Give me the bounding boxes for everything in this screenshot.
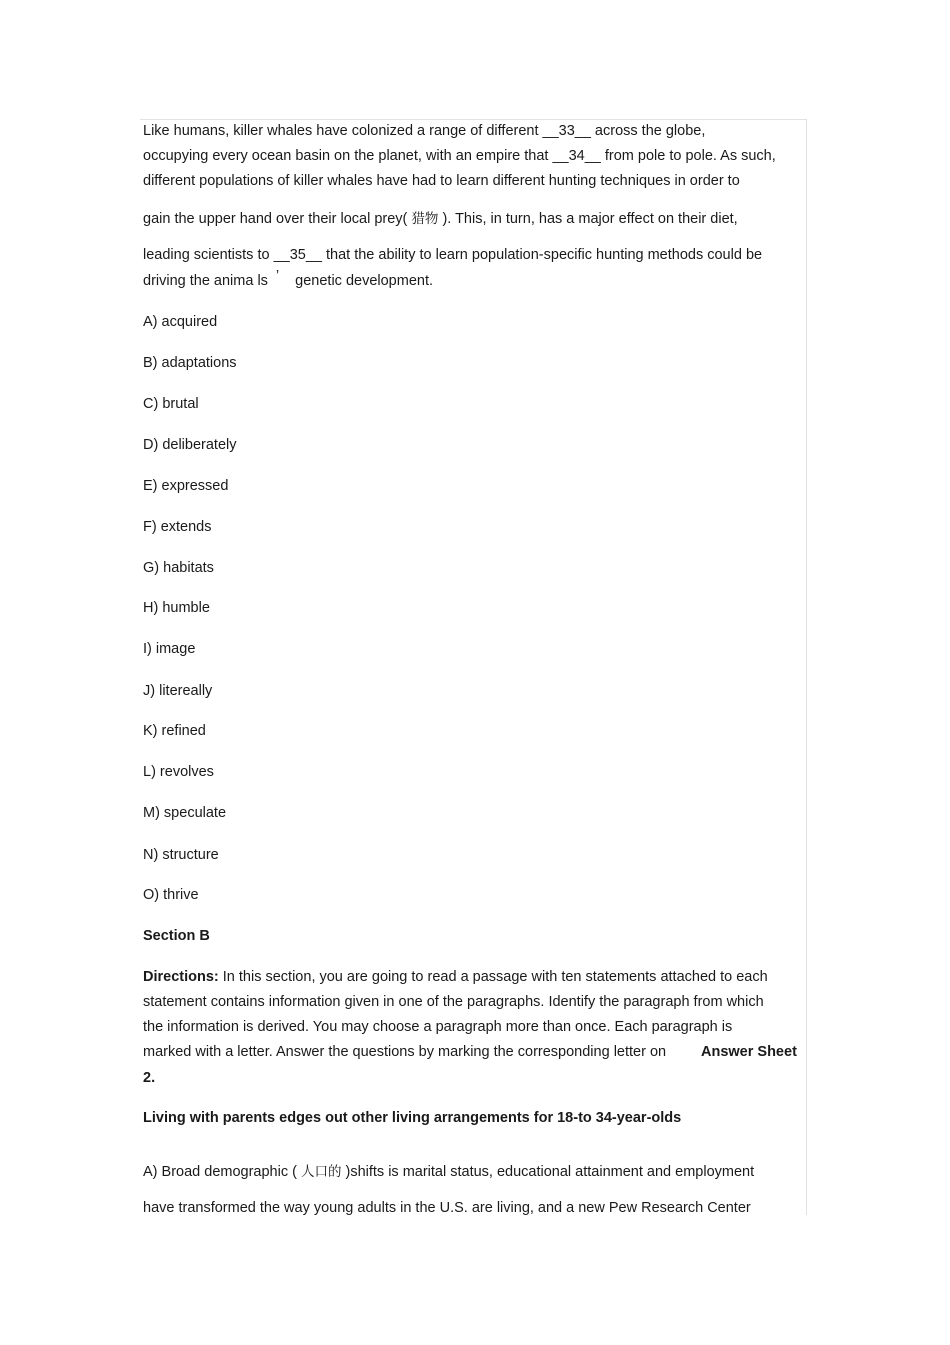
- section-heading: Section B: [143, 928, 210, 944]
- passage-text: gain the upper hand over their local prey(: [143, 211, 408, 227]
- chinese-gloss: 猎物: [411, 211, 439, 227]
- passage-line: occupying every ocean basin on the planet, with an empire that __34__ from pole to pole. As such,: [143, 148, 776, 164]
- apostrophe-mark: ’: [275, 268, 280, 284]
- passage-text: driving the anima ls: [143, 273, 268, 289]
- option-item: F) extends: [143, 519, 212, 535]
- article-title: Living with parents edges out other living arrangements for 18-to 34-year-olds: [143, 1110, 682, 1126]
- option-item: I) image: [143, 641, 196, 657]
- passage-line: [143, 268, 433, 290]
- option-item: O) thrive: [143, 887, 199, 903]
- directions-line: the information is derived. You may choose a paragraph more than once. Each paragraph is: [143, 1019, 733, 1035]
- option-item: G) habitats: [143, 560, 214, 576]
- option-item: D) deliberately: [143, 437, 237, 453]
- answer-sheet-number: 2.: [143, 1070, 156, 1086]
- directions-text: In this section, you are going to read a passage with ten statements attached to each: [222, 969, 768, 985]
- article-text: A) Broad demographic (: [143, 1164, 297, 1180]
- option-item: E) expressed: [143, 478, 229, 494]
- directions-line: statement contains information given in one of the paragraphs. Identify the paragraph from which: [143, 994, 764, 1010]
- passage-line: different populations of killer whales have had to learn different hunting techniques in order to: [143, 173, 740, 189]
- chinese-gloss: 人口的: [300, 1164, 342, 1180]
- option-item: H) humble: [143, 600, 210, 616]
- passage-line: Like humans, killer whales have colonized a range of different __33__ across the globe,: [143, 123, 706, 139]
- option-item: L) revolves: [143, 764, 214, 780]
- answer-sheet-label: Answer Sheet: [701, 1044, 797, 1060]
- option-item: C) brutal: [143, 396, 199, 412]
- passage-line: leading scientists to __35__ that the ability to learn population-specific hunting methods could be: [143, 247, 763, 263]
- option-item: J) litereally: [143, 683, 213, 699]
- passage-text: genetic development.: [295, 273, 433, 289]
- passage-text: ). This, in turn, has a major effect on their diet,: [442, 211, 738, 227]
- article-line: have transformed the way young adults in the U.S. are living, and a new Pew Research Center: [143, 1200, 751, 1216]
- directions-label: Directions:: [143, 969, 219, 985]
- passage-line: [143, 210, 738, 228]
- option-item: A) acquired: [143, 314, 218, 330]
- option-item: M) speculate: [143, 805, 227, 821]
- option-item: N) structure: [143, 847, 219, 863]
- option-item: K) refined: [143, 723, 206, 739]
- option-item: B) adaptations: [143, 355, 237, 371]
- article-line: [143, 1163, 754, 1181]
- article-text: )shifts is marital status, educational attainment and employment: [345, 1164, 755, 1180]
- directions-line: marked with a letter. Answer the questions by marking the corresponding letter on: [143, 1044, 667, 1060]
- directions-line: [143, 968, 768, 986]
